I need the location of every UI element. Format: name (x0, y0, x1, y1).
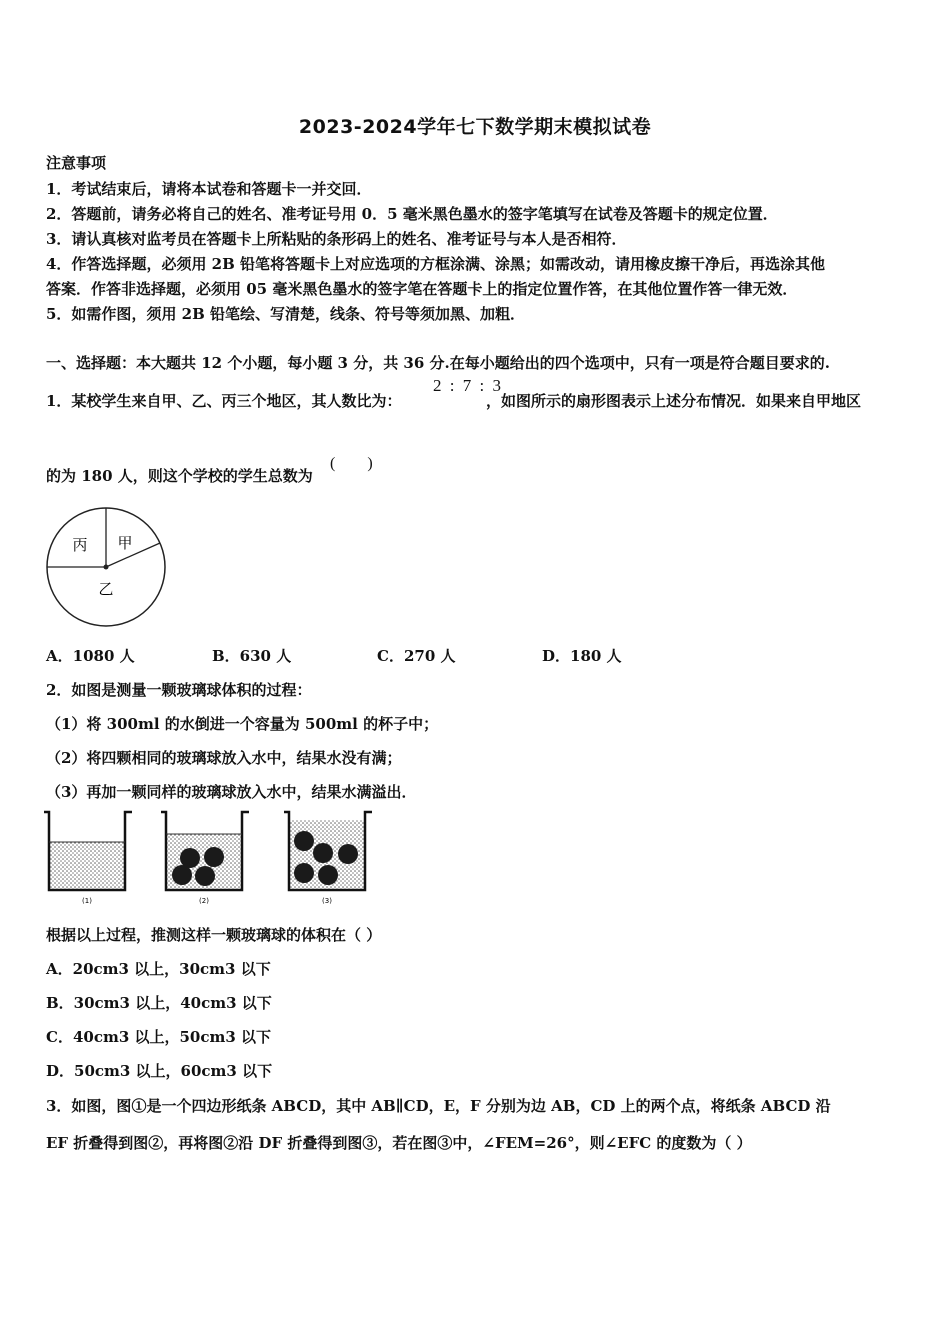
glass-ball (195, 866, 215, 886)
q1-ratio: 2 : 7 : 3 (433, 376, 503, 395)
beaker-2 (161, 812, 249, 905)
notice-item-4-cont: 答案．作答非选择题，必须用 05 毫米黑色墨水的签字笔在答题卡上的指定位置作答，在其他位置作答一律无效． (46, 280, 798, 298)
beaker-1 (44, 812, 132, 905)
pie-label-jia: 甲 (117, 534, 133, 552)
q1-stem-line1: 1．某校学生来自甲、乙、丙三个地区，其人数比为： (46, 392, 402, 410)
notice-item-5: 5．如需作图，须用 2B 铅笔绘、写清楚，线条、符号等须加黑、加粗． (46, 305, 525, 323)
q2-step-3: （3）再加一颗同样的玻璃球放入水中，结果水满溢出． (46, 783, 417, 801)
q3-stem-line2: EF 折叠得到图②，再将图②沿 DF 折叠得到图③，若在图③中，∠FEM=26°，则∠EFC 的度数为（ ） (46, 1134, 752, 1152)
q2-option-a: A．20cm3 以上，30cm3 以下 (46, 960, 271, 978)
glass-ball (180, 848, 200, 868)
q2-step-2: （2）将四颗相同的玻璃球放入水中，结果水没有满； (46, 749, 402, 767)
notice-item-3: 3．请认真核对监考员在答题卡上所粘贴的条形码上的姓名、准考证号与本人是否相符． (46, 230, 627, 248)
glass-ball (318, 865, 338, 885)
q2-option-d: D．50cm3 以上，60cm3 以下 (46, 1062, 273, 1080)
pie-label-bing: 丙 (72, 536, 88, 554)
q1-answer-paren: ( ) (330, 455, 373, 472)
beaker-2-label: (2) (199, 897, 209, 905)
q1-stem-line2: 的为 180 人，则这个学校的学生总数为 (46, 467, 313, 485)
pie-label-yi: 乙 (98, 580, 114, 598)
q1-option-b: B．630 人 (212, 647, 292, 665)
q2-stem: 2．如图是测量一颗玻璃球体积的过程： (46, 681, 312, 699)
glass-ball (172, 865, 192, 885)
glass-ball (313, 843, 333, 863)
notice-heading: 注意事项 (46, 154, 107, 172)
q2-step-1: （1）将 300ml 的水倒进一个容量为 500ml 的杯子中； (46, 715, 439, 733)
q1-option-d: D．180 人 (542, 647, 622, 665)
page-title: 2023-2024学年七下数学期末模拟试卷 (298, 116, 652, 138)
q1-option-a: A．1080 人 (46, 647, 135, 665)
q3-stem-line1: 3．如图，图①是一个四边形纸条 ABCD，其中 AB∥CD，E，F 分别为边 AB，CD 上的两个点，将纸条 ABCD 沿 (46, 1097, 831, 1115)
beaker-1-label: (1) (82, 897, 92, 905)
pie-divider-right (106, 543, 160, 567)
pie-center-dot (104, 565, 109, 570)
beaker-3-label: (3) (322, 897, 332, 905)
pie-chart-figure (40, 502, 175, 632)
glass-ball (338, 844, 358, 864)
beaker-3 (284, 812, 372, 905)
q2-option-c: C．40cm3 以上，50cm3 以下 (46, 1028, 272, 1046)
q1-stem-line1-cont: ，如图所示的扇形图表示上述分布情况．如果来自甲地区 (486, 392, 862, 410)
glass-ball (294, 863, 314, 883)
beaker-1-water (49, 842, 125, 890)
notice-item-1: 1．考试结束后，请将本试卷和答题卡一并交回． (46, 180, 372, 198)
section-heading: 一、选择题：本大题共 12 个小题，每小题 3 分，共 36 分.在每小题给出的四个选项中，只有一项是符合题目要求的. (46, 354, 830, 372)
beaker-figures (42, 806, 382, 908)
notice-item-2: 2．答题前，请务必将自己的姓名、准考证号用 0．5 毫米黑色墨水的签字笔填写在试卷及答题卡的规定位置． (46, 205, 778, 223)
glass-ball (204, 847, 224, 867)
glass-ball (294, 831, 314, 851)
q2-question: 根据以上过程，推测这样一颗玻璃球的体积在（ ） (46, 926, 382, 944)
notice-item-4: 4．作答选择题，必须用 2B 铅笔将答题卡上对应选项的方框涂满、涂黑；如需改动，请用橡皮擦干净后，再选涂其他 (46, 255, 826, 273)
q1-option-c: C．270 人 (377, 647, 456, 665)
q2-option-b: B．30cm3 以上，40cm3 以下 (46, 994, 272, 1012)
